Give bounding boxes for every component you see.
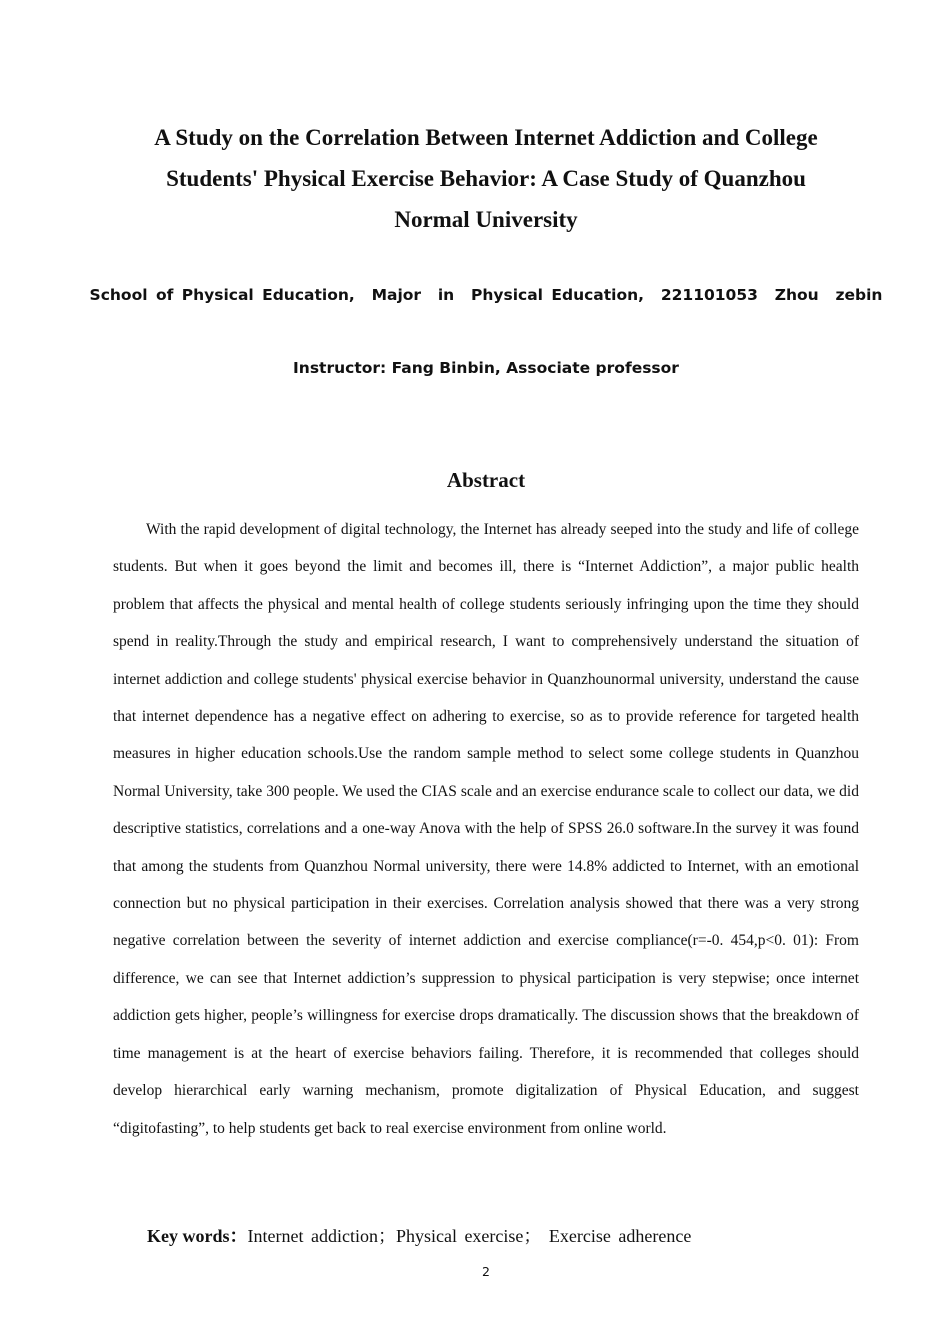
title-line-1: A Study on the Correlation Between Internet Addiction and College: [154, 125, 818, 150]
keywords-list: Internet addiction；Physical exercise； Exercise adherence: [247, 1226, 692, 1246]
title-line-2: Students' Physical Exercise Behavior: A Case Study of Quanzhou: [166, 166, 806, 191]
title-line-3: Normal University: [394, 207, 578, 232]
abstract-body: With the rapid development of digital technology, the Internet has already seeped into the study and life of college students. But when it goes beyond the limit and becomes ill, there is “Internet Addiction”, a major public health problem that affects the physical and mental health of college students seriously infringing upon the time they should spend in reality.Through the study and empirical research, I want to comprehensively understand the situation of internet addiction and college students' physical exercise behavior in Quanzhounormal university, understand the cause that internet dependence has a negative effect on adhering to exercise, so as to provide reference for targeted health measures in higher education schools.Use the random sample method to select some college students in Quanzhou Normal University, take 300 people. We used the CIAS scale and an exercise endurance scale to collect our data, we did descriptive statistics, correlations and a one-way Anova with the help of SPSS 26.0 software.In the survey it was found that among the students from Quanzhou Normal university, there were 14.8% addicted to Internet, with an emotional connection but no physical participation in their exercises. Correlation analysis showed that there was a very strong negative correlation between the severity of internet addiction and exercise compliance(r=-0. 454,p<0. 01): From difference, we can see that Internet addiction’s suppression to physical participation is very stepwise; once internet addiction gets higher, people’s willingness for exercise drops dramatically. The discussion shows that the breakdown of time management is at the heart of exercise behaviors failing. Therefore, it is recommended that colleges should develop hierarchical early warning mechanism, promote digitalization of Physical Education, and suggest “digitofasting”, to help students get back to real exercise environment from online world.: [113, 521, 859, 1137]
paper-title: [120, 117, 852, 240]
keywords-line: [147, 1222, 859, 1250]
author-line: School of Physical Education, Major in Physical Education, 221101053 Zhou zebin: [89, 286, 883, 304]
keywords-label: Key words：: [147, 1226, 248, 1246]
instructor-line: Instructor: Fang Binbin, Associate professor: [293, 359, 679, 377]
page-number: 2: [482, 1264, 490, 1279]
abstract-heading: Abstract: [446, 468, 526, 492]
